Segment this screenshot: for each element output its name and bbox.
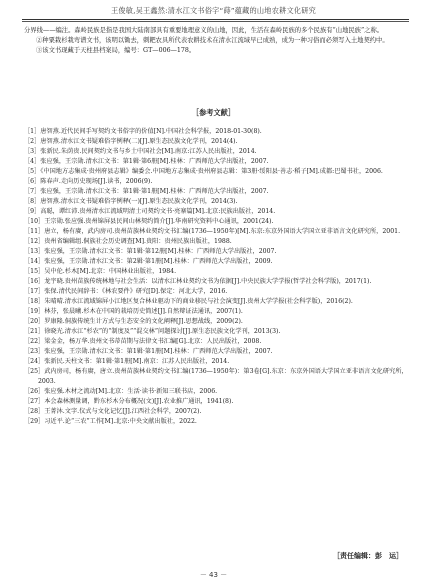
running-header: 王俊敏,吴王鑫然:清水江文书俗字“蒔”蕴藏的山地农耕文化研究 — [110, 6, 317, 15]
reference-item: ［10］王宗勋.张应强.贵州锦屏县民间山林契约简介[J].华南研究资料中心通讯，2001(24). — [24, 218, 274, 225]
reference-item: ［11］唐立，杨有赓，武内房司.贵州苗族林业契约文书汇编(1736—1950年)[M].东京:东京外国语大学国立亚非语言文化研究所，2001. — [24, 228, 401, 235]
reference-item: ［9］高聪，谭红沛.贵州清水江流域明清土司契约文书·亮寨篇[M].北京:民族出版社，2014. — [24, 208, 276, 215]
reference-item: ［16］龙宇晓.贵州苗族传统林地与社会生活：以清水江林业契约文书为依据[J].中央民族大学学报(哲学社会科学版)，2017(1). — [24, 278, 372, 285]
note-continuation: 分界线——编注。森岭民族是指是我国大陆南部具有重要地理意义的山地，因此，生活在森岭民族的多个民族有“山地民族”之称。 — [24, 27, 384, 34]
note-2: ②种粟栽杉栽弯谱文书，该明以锄去，刺耙农具所代表农耕技术在清水江流域早已成熟，成为一种习俗而必须写入土地契约中。 — [36, 37, 389, 45]
reference-item: ［29］习近平.论“三农”工作[M].北京:中央文献出版社，2022. — [24, 418, 197, 425]
reference-item: ［21］徐晓光.清水江“杉农”的“制度及”“混交林”问题探讨[J].原生态民族文化学刊，2013(3). — [24, 328, 281, 335]
reference-item: ［25］武内房司，杨有赓，唐立.贵州苗族林业契约文书汇编(1736—1950年)：第3卷[G].东京：东京外国语大学国立亚非语言文化研究所，2003. — [24, 368, 408, 385]
reference-item: ［18］朱晴晴.清水江流域锦屏小江地区复合林业驱动下的商业移民与社会演变[J].贵州大学学报(社会科学版)，2016(2). — [24, 298, 353, 305]
references-list — [24, 127, 408, 427]
reference-item: ［24］张新民.天柱文书：第1辑·第1册[M].南京：江苏人民出版社，2014. — [24, 358, 230, 365]
reference-item: ［4］张应强，王宗勋.清水江文书：第1辑·第6册[M].桂林：广西师范大学出版社，2007. — [24, 158, 269, 165]
reference-item: ［27］本会森林测量调，黔东杉木分布概况(文)[J].农业推广通讯，1941(8). — [24, 398, 234, 405]
reference-item: ［26］张应强.木材之流动[M].北京：生活·读书·新知三联书店，2006. — [24, 388, 218, 395]
note-3: ③该文书现藏于天柱县档案局，编号：GT—006—178。 — [36, 47, 196, 55]
reference-item: ［6］陈春声.走向历史现场[J].读书，2006(9). — [24, 178, 153, 185]
references-title: ［参考文献］ — [191, 108, 236, 117]
reference-item: ［14］张应强，王宗勋.清水江文书：第2辑·第1册[M].桂林：广西师范大学出版社，2009. — [24, 258, 273, 265]
reference-item: ［12］贵州省编辑组.侗族社会历史调查[M].贵阳：贵州民族出版社，1988. — [24, 238, 232, 245]
reference-item: ［15］吴中伦.杉木[M].北京：中国林业出版社，1984. — [24, 268, 177, 275]
reference-item: ［17］张保.清代民间辞书：《林农要件》研究[D].保定：河北大学，2016. — [24, 288, 228, 295]
reference-item: ［28］王菁沐.文字.仪式与文化记忆[J].江西社会科学，2007(2). — [24, 408, 202, 415]
header-rule — [22, 19, 409, 20]
header-rule-thin — [22, 21, 409, 22]
reference-item: ［3］张新民.朱荫贵.民间契约文书与乡土中国社会[M].南京:江苏人民出版社，2014. — [24, 148, 257, 155]
reference-item: ［2］唐智燕.清水江文书疑难俗字例释(二)[J].原生态民族文化学刊，2014(4). — [24, 138, 238, 145]
reference-item: ［8］唐智燕.清水江文书疑难俗字例释(一)[J].原生态民族文化学刊，2014(3). — [24, 198, 238, 205]
footnotes — [24, 26, 408, 57]
reference-item: ［19］林芬，张晨曦.杉木在中国的栽培历史简述[J].自然辩证法通讯，2007(1). — [24, 308, 243, 315]
page-number: － 43 － — [199, 571, 228, 579]
reference-item: ［23］张应强，王宗勋.清水江文书：第1辑·第1册[M].桂林：广西师范大学出版社，2007. — [24, 348, 273, 355]
responsible-editor: ［责任编辑：彭 运］ — [333, 552, 403, 560]
reference-item: ［20］罗康隆.侗族传统生计方式与生态安全的文化阐释[J].思想战线，2009(2). — [24, 318, 243, 325]
reference-item: ［13］张应强，王宗勋.清水江文书：第1辑·第12册[M].桂林：广西师范大学出版社，2007. — [24, 248, 277, 255]
reference-item: ［1］唐智燕.近代民间手写契约文书俗字的价值[N].中国社会科学报，2018-01-30(8). — [24, 128, 262, 135]
reference-item: ［5］《中国地方志集成·贵州府县志辑》编委会.中国地方志集成·贵州府县志辑：第3册·绥阳县·善志·稻子[M].成都:巴蜀书社，2006. — [24, 168, 383, 175]
reference-item: ［7］张应强，王宗勋.清水江文书：第1辑·第1册[M].桂林：广西师范大学出版社，2007. — [24, 188, 269, 195]
reference-item: ［22］梁金金，杨万华.贵州文书蒂苗期与法律文书汇编[G].北京：人民出版社，2008. — [24, 338, 262, 345]
